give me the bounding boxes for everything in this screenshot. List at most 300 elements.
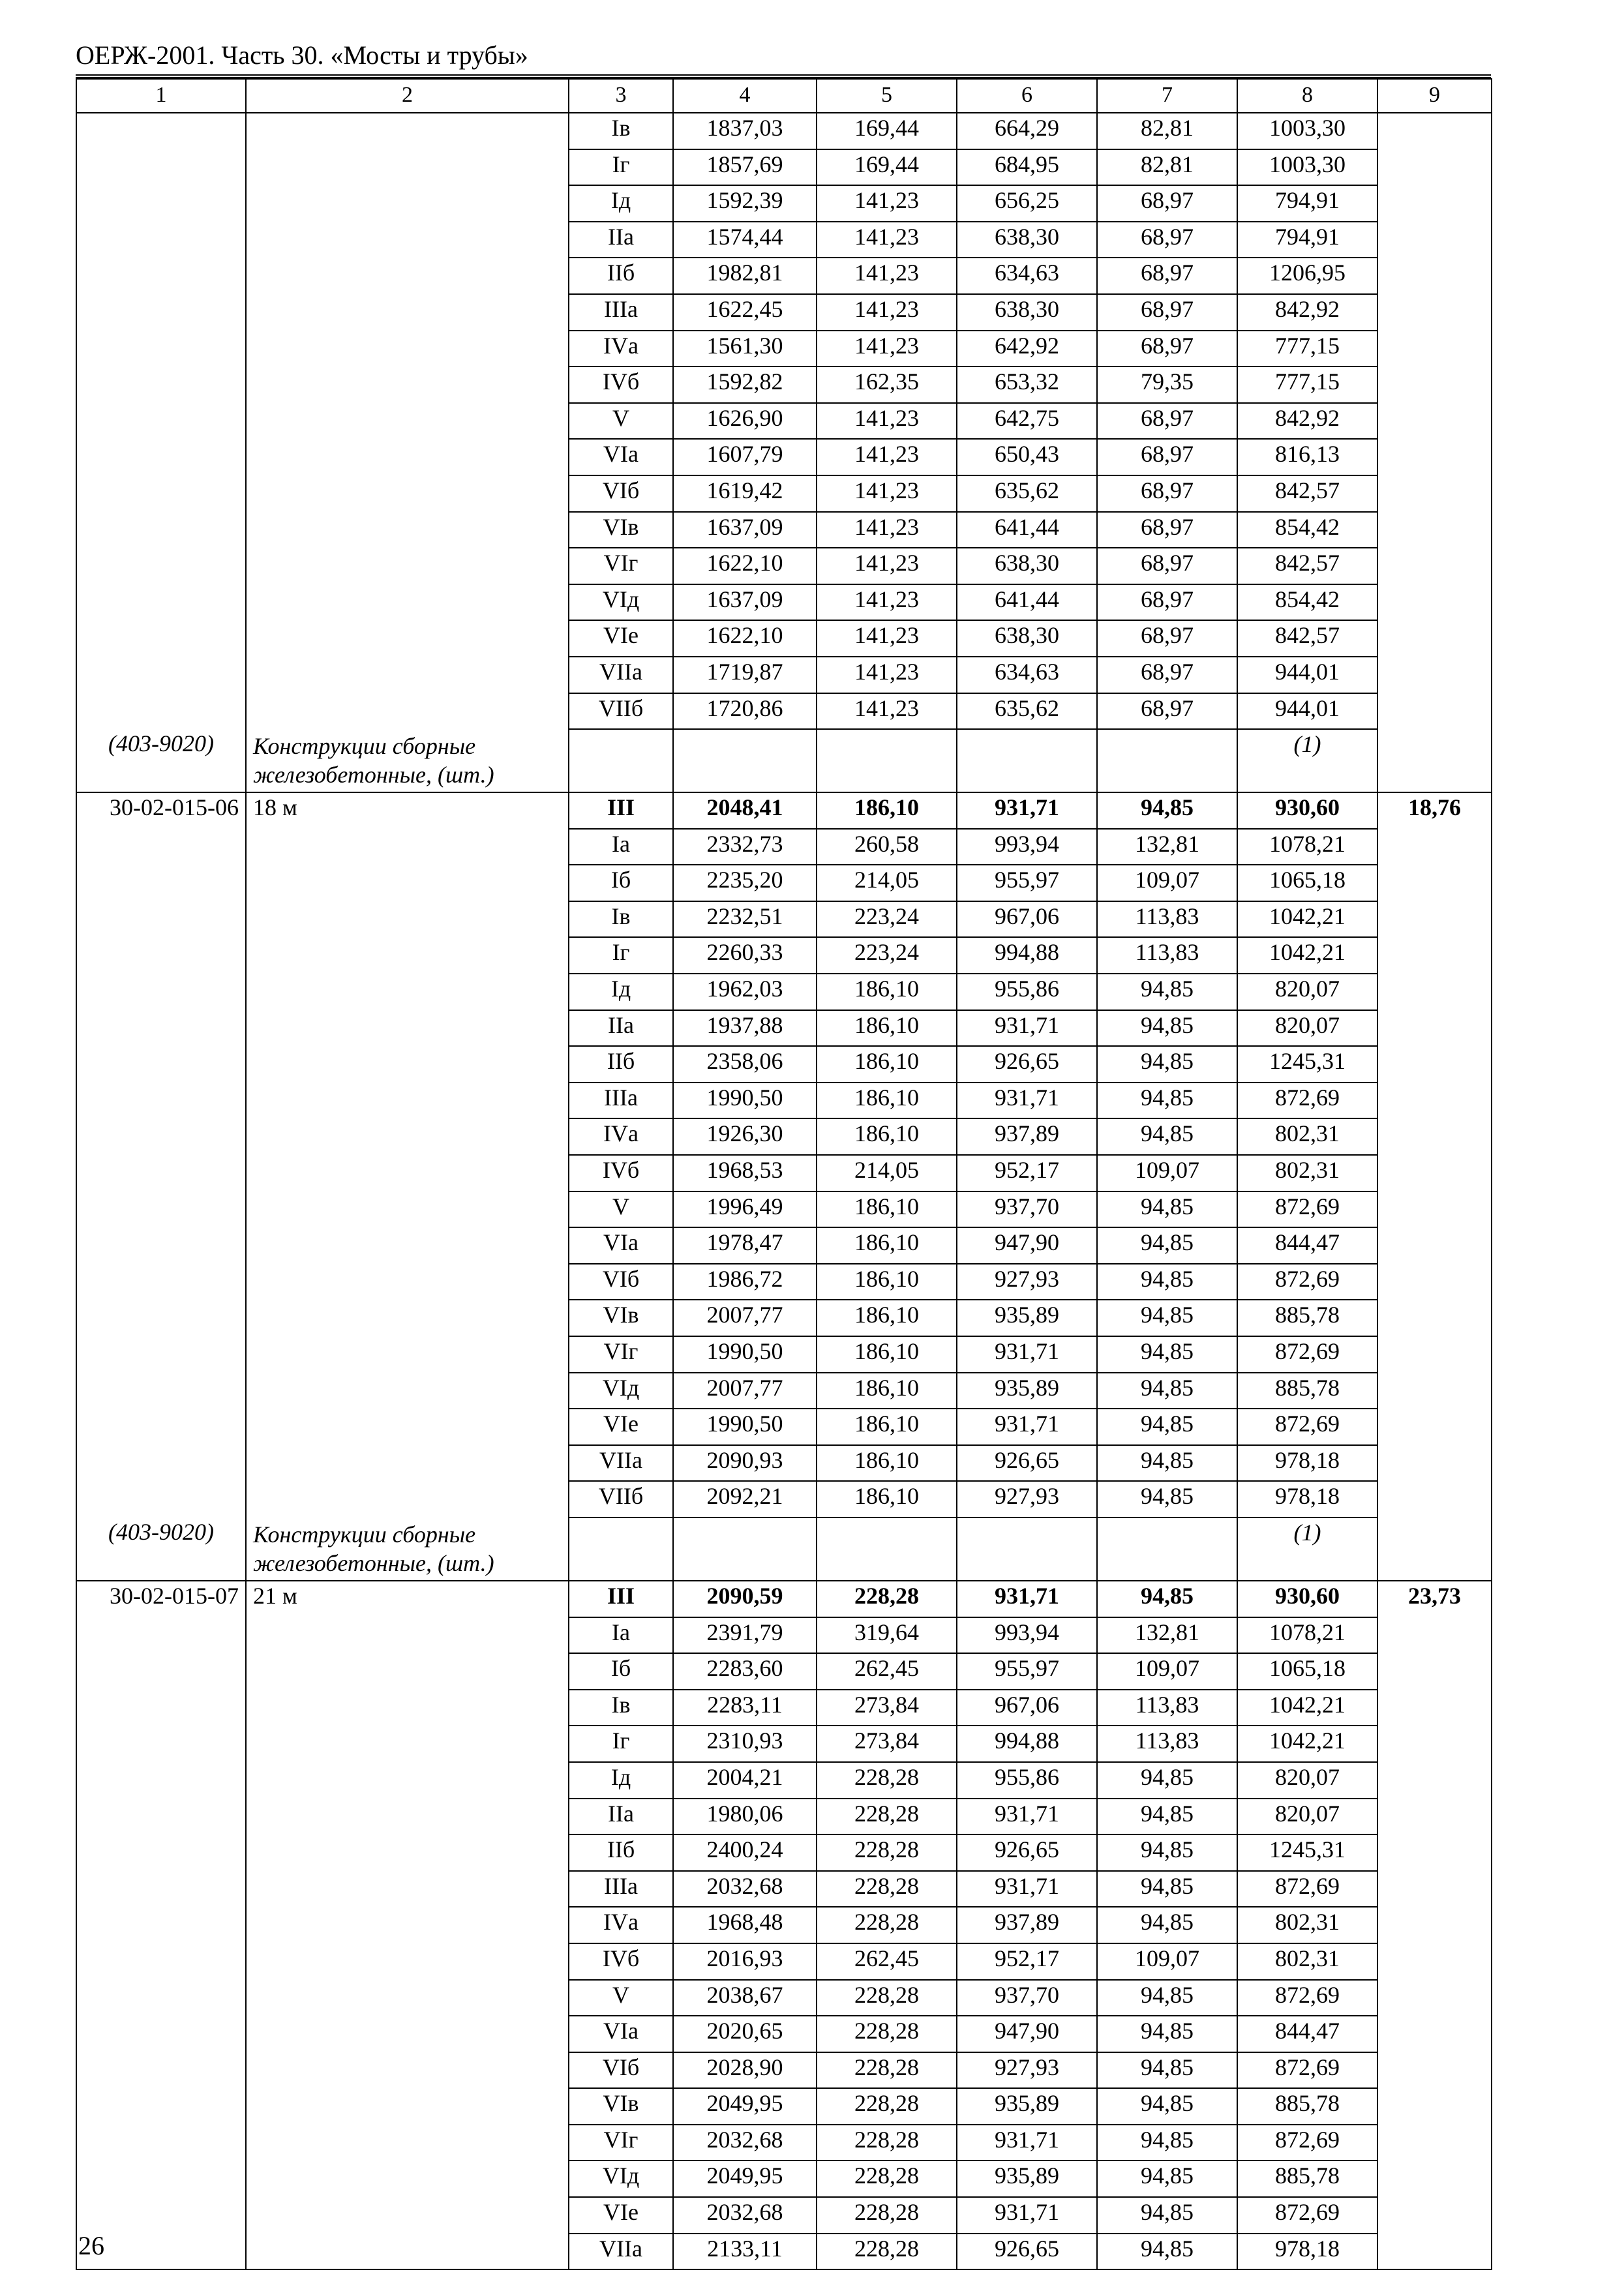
column-number: 9 xyxy=(1377,79,1492,113)
table-row xyxy=(76,1083,1492,1119)
variant-cell: Iв xyxy=(569,1690,673,1726)
materials-cell: 872,69 xyxy=(1237,1871,1377,1908)
table-row xyxy=(76,937,1492,974)
rate-code-empty xyxy=(76,1155,246,1191)
labor-cost-empty xyxy=(1377,1762,1492,1799)
table-row xyxy=(76,1046,1492,1083)
note-empty xyxy=(1377,1518,1492,1581)
total-cost-cell: 1980,06 xyxy=(673,1799,817,1835)
variant-cell: Iа xyxy=(569,829,673,865)
machines-cell: 642,92 xyxy=(957,331,1097,367)
machines-cell: 634,63 xyxy=(957,258,1097,294)
labor-cost-empty xyxy=(1377,548,1492,584)
variant-cell: VIа xyxy=(569,439,673,475)
table-row xyxy=(76,1762,1492,1799)
total-cost-cell: 2090,93 xyxy=(673,1445,817,1482)
driver-wages-cell: 94,85 xyxy=(1097,1010,1237,1047)
total-cost-cell: 2090,59 xyxy=(673,1581,817,1617)
rate-name-empty xyxy=(246,584,569,621)
page-header xyxy=(76,37,1491,76)
wages-cell: 186,10 xyxy=(817,1191,957,1228)
machines-cell: 684,95 xyxy=(957,149,1097,186)
driver-wages-cell: 94,85 xyxy=(1097,1409,1237,1445)
labor-cost-empty xyxy=(1377,1191,1492,1228)
rate-code-empty xyxy=(76,1010,246,1047)
variant-cell: Iд xyxy=(569,974,673,1010)
total-cost-cell: 1622,10 xyxy=(673,620,817,657)
materials-cell: 777,15 xyxy=(1237,367,1377,403)
rate-code-empty xyxy=(76,1227,246,1264)
table-row xyxy=(76,1690,1492,1726)
materials-cell: 820,07 xyxy=(1237,1010,1377,1047)
labor-cost-empty xyxy=(1377,1409,1492,1445)
variant-cell: IIб xyxy=(569,258,673,294)
rate-code-empty xyxy=(76,1980,246,2016)
materials-cell: 1245,31 xyxy=(1237,1046,1377,1083)
rate-name-empty xyxy=(246,331,569,367)
rate-code-empty xyxy=(76,1336,246,1373)
driver-wages-cell: 94,85 xyxy=(1097,1762,1237,1799)
materials-cell: 1042,21 xyxy=(1237,1690,1377,1726)
machines-cell: 638,30 xyxy=(957,620,1097,657)
table-row xyxy=(76,185,1492,222)
column-number: 6 xyxy=(957,79,1097,113)
note-row xyxy=(76,729,1492,792)
table-row xyxy=(76,475,1492,512)
driver-wages-cell: 94,85 xyxy=(1097,1264,1237,1300)
wages-cell: 319,64 xyxy=(817,1617,957,1654)
rate-code-empty xyxy=(76,475,246,512)
column-number: 7 xyxy=(1097,79,1237,113)
total-cost-cell: 1968,53 xyxy=(673,1155,817,1191)
wages-cell: 141,23 xyxy=(817,657,957,693)
wages-cell: 169,44 xyxy=(817,113,957,149)
rate-name-empty xyxy=(246,185,569,222)
table-row xyxy=(76,1726,1492,1762)
wages-cell: 228,28 xyxy=(817,1581,957,1617)
driver-wages-cell: 94,85 xyxy=(1097,1445,1237,1482)
wages-cell: 141,23 xyxy=(817,475,957,512)
machines-cell: 955,86 xyxy=(957,974,1097,1010)
variant-cell: VIа xyxy=(569,2016,673,2052)
table-row xyxy=(76,403,1492,440)
rate-code-empty xyxy=(76,1617,246,1654)
note-code: (403-9020) xyxy=(76,1518,246,1581)
rate-code-empty xyxy=(76,657,246,693)
rate-name-empty xyxy=(246,1726,569,1762)
column-number: 8 xyxy=(1237,79,1377,113)
total-cost-cell: 1996,49 xyxy=(673,1191,817,1228)
materials-cell: 820,07 xyxy=(1237,1799,1377,1835)
rate-code-empty xyxy=(76,1943,246,1980)
driver-wages-cell: 68,97 xyxy=(1097,185,1237,222)
materials-cell: 930,60 xyxy=(1237,1581,1377,1617)
table-row xyxy=(76,584,1492,621)
machines-cell: 955,86 xyxy=(957,1762,1097,1799)
table-row xyxy=(76,1118,1492,1155)
table-row xyxy=(76,1264,1492,1300)
column-numbers-row xyxy=(76,79,1492,113)
machines-cell: 937,70 xyxy=(957,1191,1097,1228)
rate-name xyxy=(246,113,569,149)
total-cost-cell: 2391,79 xyxy=(673,1617,817,1654)
note-text: Конструкции сборные железобетонные, (шт.) xyxy=(246,1518,569,1581)
materials-cell: 844,47 xyxy=(1237,2016,1377,2052)
rate-code-empty xyxy=(76,258,246,294)
labor-cost-empty xyxy=(1377,222,1492,258)
materials-cell: 802,31 xyxy=(1237,1118,1377,1155)
total-cost-cell: 1926,30 xyxy=(673,1118,817,1155)
wages-cell: 186,10 xyxy=(817,1227,957,1264)
labor-cost-empty xyxy=(1377,2125,1492,2161)
variant-cell: IIб xyxy=(569,1834,673,1871)
rate-code-empty xyxy=(76,1481,246,1518)
labor-cost-empty xyxy=(1377,584,1492,621)
rate-code-empty xyxy=(76,2125,246,2161)
materials-cell: 1003,30 xyxy=(1237,113,1377,149)
total-cost-cell: 2020,65 xyxy=(673,2016,817,2052)
machines-cell: 967,06 xyxy=(957,1690,1097,1726)
driver-wages-cell: 94,85 xyxy=(1097,1336,1237,1373)
rate-code-empty xyxy=(76,1726,246,1762)
materials-cell: 854,42 xyxy=(1237,512,1377,548)
total-cost-cell: 1574,44 xyxy=(673,222,817,258)
materials-cell: 1065,18 xyxy=(1237,1653,1377,1690)
labor-cost-empty xyxy=(1377,1155,1492,1191)
driver-wages-cell: 68,97 xyxy=(1097,512,1237,548)
wages-cell: 228,28 xyxy=(817,2125,957,2161)
rates-table xyxy=(76,78,1492,2270)
table-row xyxy=(76,693,1492,730)
driver-wages-cell: 109,07 xyxy=(1097,1943,1237,1980)
variant-cell: IVб xyxy=(569,1943,673,1980)
table-row xyxy=(76,1871,1492,1908)
labor-cost-empty xyxy=(1377,1871,1492,1908)
rate-name-empty xyxy=(246,1799,569,1835)
materials-cell: 1206,95 xyxy=(1237,258,1377,294)
note-quantity: (1) xyxy=(1237,1518,1377,1581)
variant-cell: IIIа xyxy=(569,294,673,331)
materials-cell: 872,69 xyxy=(1237,2125,1377,2161)
materials-cell: 777,15 xyxy=(1237,331,1377,367)
wages-cell: 260,58 xyxy=(817,829,957,865)
rate-code-empty xyxy=(76,1264,246,1300)
driver-wages-cell: 68,97 xyxy=(1097,331,1237,367)
wages-cell: 186,10 xyxy=(817,1481,957,1518)
labor-cost-empty xyxy=(1377,403,1492,440)
rate-name-empty xyxy=(246,1083,569,1119)
rate-code-empty xyxy=(76,1653,246,1690)
materials-cell: 978,18 xyxy=(1237,1481,1377,1518)
table-row xyxy=(76,512,1492,548)
rate-code-empty xyxy=(76,1083,246,1119)
materials-cell: 944,01 xyxy=(1237,657,1377,693)
rate-name-empty xyxy=(246,2234,569,2270)
total-cost-cell: 1937,88 xyxy=(673,1010,817,1047)
table-row xyxy=(76,367,1492,403)
table-row xyxy=(76,901,1492,938)
table-row xyxy=(76,1409,1492,1445)
rate-code-empty xyxy=(76,1118,246,1155)
materials-cell: 872,69 xyxy=(1237,2197,1377,2234)
note-empty xyxy=(1097,1518,1237,1581)
rate-code-empty xyxy=(76,548,246,584)
wages-cell: 228,28 xyxy=(817,1980,957,2016)
note-empty xyxy=(569,729,673,792)
driver-wages-cell: 68,97 xyxy=(1097,294,1237,331)
rate-name-empty xyxy=(246,512,569,548)
labor-cost-empty xyxy=(1377,2016,1492,2052)
materials-cell: 842,57 xyxy=(1237,548,1377,584)
table-row xyxy=(76,2234,1492,2270)
table-row xyxy=(76,1907,1492,1943)
rate-name-empty xyxy=(246,2052,569,2089)
machines-cell: 947,90 xyxy=(957,1227,1097,1264)
total-cost-cell: 1561,30 xyxy=(673,331,817,367)
materials-cell: 794,91 xyxy=(1237,222,1377,258)
rate-code xyxy=(76,113,246,149)
total-cost-cell: 2038,67 xyxy=(673,1980,817,2016)
driver-wages-cell: 68,97 xyxy=(1097,657,1237,693)
materials-cell: 1042,21 xyxy=(1237,1726,1377,1762)
driver-wages-cell: 68,97 xyxy=(1097,475,1237,512)
labor-cost-empty xyxy=(1377,1445,1492,1482)
machines-cell: 641,44 xyxy=(957,584,1097,621)
table-row xyxy=(76,1300,1492,1336)
rate-code-empty xyxy=(76,2016,246,2052)
variant-cell: VIIб xyxy=(569,1481,673,1518)
rate-name-empty xyxy=(246,2088,569,2125)
rate-name-empty xyxy=(246,1834,569,1871)
variant-cell: VIб xyxy=(569,475,673,512)
labor-cost-empty xyxy=(1377,2052,1492,2089)
variant-cell: VIг xyxy=(569,2125,673,2161)
rate-code-empty xyxy=(76,2052,246,2089)
labor-cost-empty xyxy=(1377,2088,1492,2125)
labor-cost-empty xyxy=(1377,331,1492,367)
wages-cell: 141,23 xyxy=(817,185,957,222)
driver-wages-cell: 68,97 xyxy=(1097,403,1237,440)
rate-code-empty xyxy=(76,512,246,548)
rate-name: 18 м xyxy=(246,792,569,829)
labor-cost-empty xyxy=(1377,1227,1492,1264)
variant-cell: Iд xyxy=(569,185,673,222)
note-code: (403-9020) xyxy=(76,729,246,792)
machines-cell: 935,89 xyxy=(957,1373,1097,1409)
driver-wages-cell: 94,85 xyxy=(1097,1118,1237,1155)
driver-wages-cell: 68,97 xyxy=(1097,258,1237,294)
total-cost-cell: 2235,20 xyxy=(673,865,817,901)
variant-cell: IIа xyxy=(569,1799,673,1835)
materials-cell: 872,69 xyxy=(1237,1980,1377,2016)
wages-cell: 141,23 xyxy=(817,584,957,621)
labor-cost-empty xyxy=(1377,901,1492,938)
rate-name-empty xyxy=(246,1690,569,1726)
labor-cost-empty xyxy=(1377,1907,1492,1943)
rate-code-empty xyxy=(76,1690,246,1726)
labor-cost-empty xyxy=(1377,1373,1492,1409)
rates-table-body xyxy=(76,79,1492,2269)
driver-wages-cell: 68,97 xyxy=(1097,693,1237,730)
labor-cost-empty xyxy=(1377,367,1492,403)
variant-cell: IVа xyxy=(569,1118,673,1155)
variant-cell: VIе xyxy=(569,1409,673,1445)
machines-cell: 931,71 xyxy=(957,1799,1097,1835)
table-row xyxy=(76,829,1492,865)
machines-cell: 994,88 xyxy=(957,1726,1097,1762)
total-cost-cell: 1857,69 xyxy=(673,149,817,186)
wages-cell: 141,23 xyxy=(817,548,957,584)
total-cost-cell: 2232,51 xyxy=(673,901,817,938)
rate-code-empty xyxy=(76,829,246,865)
wages-cell: 262,45 xyxy=(817,1943,957,1980)
machines-cell: 935,89 xyxy=(957,2088,1097,2125)
wages-cell: 186,10 xyxy=(817,1336,957,1373)
labor-cost-empty xyxy=(1377,620,1492,657)
note-empty xyxy=(957,729,1097,792)
table-row xyxy=(76,2052,1492,2089)
labor-cost-empty xyxy=(1377,1046,1492,1083)
total-cost-cell: 2032,68 xyxy=(673,1871,817,1908)
rate-code-empty xyxy=(76,1373,246,1409)
driver-wages-cell: 94,85 xyxy=(1097,1581,1237,1617)
rate-name-empty xyxy=(246,2161,569,2197)
rate-code: 30-02-015-07 xyxy=(76,1581,246,1617)
machines-cell: 634,63 xyxy=(957,657,1097,693)
variant-cell: Iб xyxy=(569,1653,673,1690)
labor-cost-empty xyxy=(1377,294,1492,331)
materials-cell: 1042,21 xyxy=(1237,901,1377,938)
total-cost-cell: 2032,68 xyxy=(673,2125,817,2161)
materials-cell: 872,69 xyxy=(1237,1264,1377,1300)
rate-code-empty xyxy=(76,1799,246,1835)
rate-name-empty xyxy=(246,403,569,440)
materials-cell: 885,78 xyxy=(1237,2088,1377,2125)
driver-wages-cell: 94,85 xyxy=(1097,2052,1237,2089)
table-row xyxy=(76,2088,1492,2125)
rate-code-empty xyxy=(76,222,246,258)
total-cost-cell: 2049,95 xyxy=(673,2161,817,2197)
rate-code-empty xyxy=(76,149,246,186)
rate-name-empty xyxy=(246,1046,569,1083)
column-number: 2 xyxy=(246,79,569,113)
table-row xyxy=(76,1834,1492,1871)
driver-wages-cell: 94,85 xyxy=(1097,2016,1237,2052)
variant-cell: VIIа xyxy=(569,1445,673,1482)
rate-name-empty xyxy=(246,1907,569,1943)
wages-cell: 141,23 xyxy=(817,331,957,367)
rate-code-empty xyxy=(76,367,246,403)
driver-wages-cell: 94,85 xyxy=(1097,1834,1237,1871)
rate-name-empty xyxy=(246,2197,569,2234)
machines-cell: 967,06 xyxy=(957,901,1097,938)
rate-code-empty xyxy=(76,1300,246,1336)
total-cost-cell: 1592,82 xyxy=(673,367,817,403)
variant-cell: VIв xyxy=(569,2088,673,2125)
table-row xyxy=(76,974,1492,1010)
driver-wages-cell: 94,85 xyxy=(1097,1191,1237,1228)
column-number: 5 xyxy=(817,79,957,113)
rate-name-empty xyxy=(246,1409,569,1445)
total-cost-cell: 2007,77 xyxy=(673,1373,817,1409)
labor-cost-empty xyxy=(1377,2234,1492,2270)
machines-cell: 937,89 xyxy=(957,1907,1097,1943)
variant-cell: IVа xyxy=(569,331,673,367)
driver-wages-cell: 94,85 xyxy=(1097,2161,1237,2197)
machines-cell: 947,90 xyxy=(957,2016,1097,2052)
materials-cell: 802,31 xyxy=(1237,1155,1377,1191)
note-empty xyxy=(1377,729,1492,792)
wages-cell: 228,28 xyxy=(817,2161,957,2197)
rate-name-empty xyxy=(246,1653,569,1690)
machines-cell: 927,93 xyxy=(957,1481,1097,1518)
rate-code-empty xyxy=(76,937,246,974)
wages-cell: 162,35 xyxy=(817,367,957,403)
labor-cost-empty xyxy=(1377,1010,1492,1047)
wages-cell: 228,28 xyxy=(817,1834,957,1871)
labor-cost-empty xyxy=(1377,1799,1492,1835)
rate-name-empty xyxy=(246,657,569,693)
machines-cell: 931,71 xyxy=(957,2125,1097,2161)
driver-wages-cell: 132,81 xyxy=(1097,829,1237,865)
wages-cell: 228,28 xyxy=(817,1871,957,1908)
total-cost-cell: 1962,03 xyxy=(673,974,817,1010)
total-cost-cell: 2049,95 xyxy=(673,2088,817,2125)
machines-cell: 927,93 xyxy=(957,2052,1097,2089)
rate-code-empty xyxy=(76,2161,246,2197)
labor-cost-empty xyxy=(1377,2197,1492,2234)
driver-wages-cell: 82,81 xyxy=(1097,149,1237,186)
total-cost-cell: 2007,77 xyxy=(673,1300,817,1336)
rate-name-empty xyxy=(246,367,569,403)
rate-code-empty xyxy=(76,331,246,367)
materials-cell: 802,31 xyxy=(1237,1943,1377,1980)
labor-cost-empty xyxy=(1377,1834,1492,1871)
rate-name-empty xyxy=(246,1373,569,1409)
rate-code-empty xyxy=(76,1834,246,1871)
wages-cell: 186,10 xyxy=(817,1264,957,1300)
machines-cell: 635,62 xyxy=(957,693,1097,730)
table-row xyxy=(76,1191,1492,1228)
rate-name-empty xyxy=(246,1871,569,1908)
materials-cell: 1003,30 xyxy=(1237,149,1377,186)
machines-cell: 994,88 xyxy=(957,937,1097,974)
labor-cost-empty xyxy=(1377,1653,1492,1690)
wages-cell: 141,23 xyxy=(817,620,957,657)
variant-cell: Iг xyxy=(569,1726,673,1762)
rate-code-empty xyxy=(76,1762,246,1799)
wages-cell: 228,28 xyxy=(817,2016,957,2052)
rate-name-empty xyxy=(246,974,569,1010)
table-row xyxy=(76,1445,1492,1482)
table-row xyxy=(76,1155,1492,1191)
machines-cell: 931,71 xyxy=(957,2197,1097,2234)
rate-name-empty xyxy=(246,149,569,186)
machines-cell: 664,29 xyxy=(957,113,1097,149)
materials-cell: 854,42 xyxy=(1237,584,1377,621)
rate-name-empty xyxy=(246,1300,569,1336)
labor-cost-empty xyxy=(1377,937,1492,974)
variant-cell: IIа xyxy=(569,222,673,258)
materials-cell: 872,69 xyxy=(1237,1191,1377,1228)
machines-cell: 926,65 xyxy=(957,1834,1097,1871)
rate-name-empty xyxy=(246,829,569,865)
labor-cost-cell xyxy=(1377,113,1492,149)
materials-cell: 820,07 xyxy=(1237,974,1377,1010)
labor-cost-empty xyxy=(1377,1336,1492,1373)
rate-code-empty xyxy=(76,693,246,730)
driver-wages-cell: 79,35 xyxy=(1097,367,1237,403)
